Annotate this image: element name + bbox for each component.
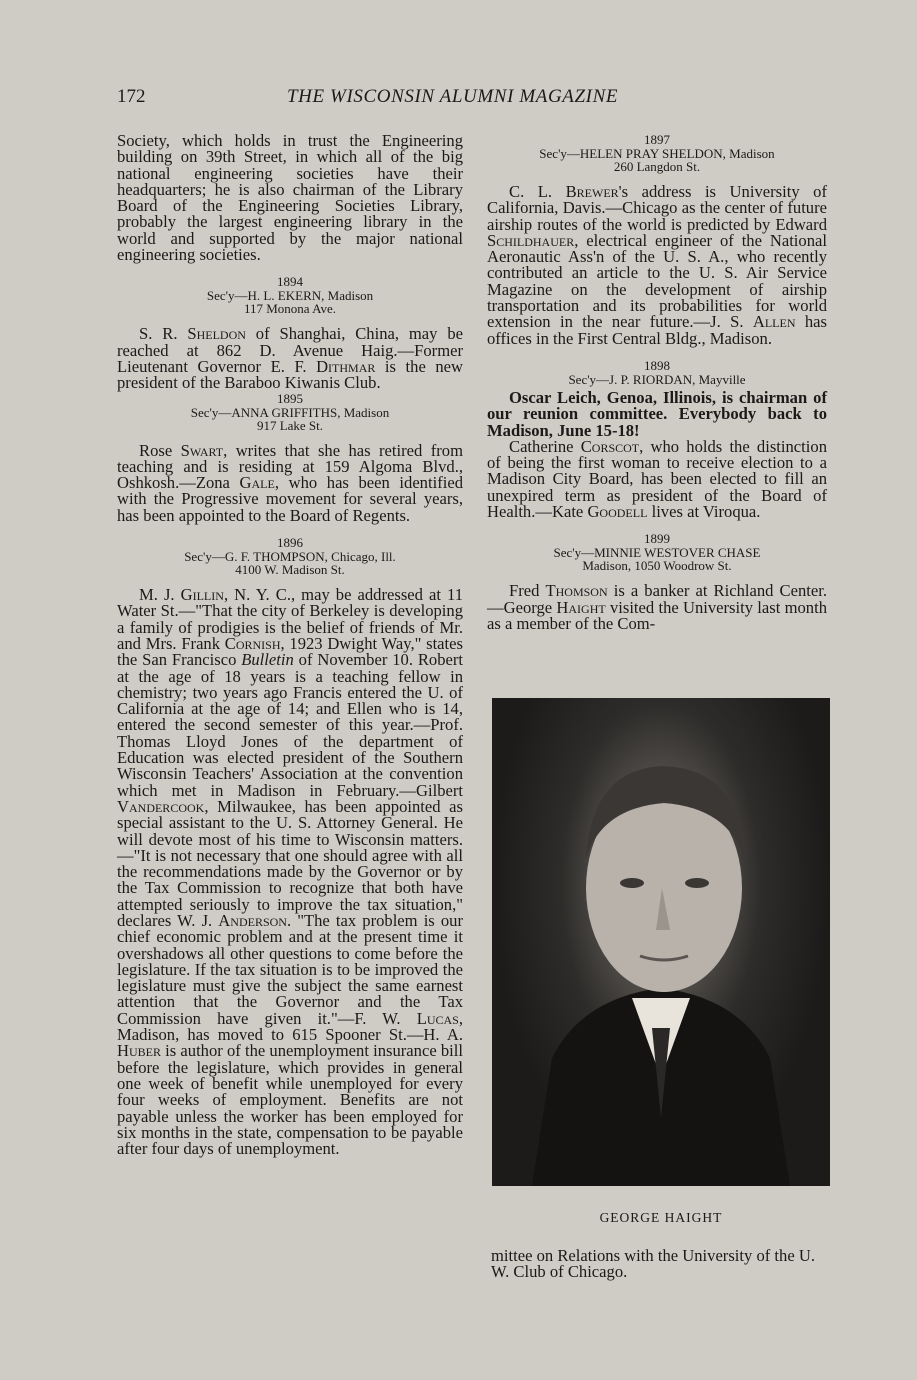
portrait-illustration [492,698,830,1186]
class-year-1894: 1894 [277,274,303,290]
class-year-1898: 1898 [644,357,670,373]
page-header [117,86,662,112]
notes-1898: Catherine Corscot, who holds the distinction of being the first woman to receive election to a Madison City Board, has been elected to fill an unexpired term as president of the Board of Health.—Kate Goodell lives at Viroqua. [487,436,827,522]
secretary-1895 [117,406,463,432]
notes-1899: Fred Thomson is a banker at Richland Center.—George Haight visited the University last month as a member of the Com- [487,581,827,633]
notes-1897: C. L. Brewer's address is University of California, Davis.—Chicago as the center of future airship routes of the world is predicted by Edward Schildhauer, electrical engineer of the National Aeronautic Ass'n of the U. S. A., who recently contributed an article to the U. S. Air Service Magazine on the development of airship transportation and its probabilities for world extension in the near future.—J. S. Allen has offices in the First Central Bldg., Madison. [487,182,827,348]
class-year-1897: 1897 [644,132,670,147]
secretary-1896 [117,550,463,576]
secretary-1899 [487,546,827,572]
secretary-address: 917 Lake St. [256,417,324,433]
secretary-line: Sec'y—H. L. EKERN, Madison [206,288,374,304]
tail-text: mittee on Relations with the University of the U. W. Club of Chicago. [491,1246,815,1282]
notes-1894: S. R. Sheldon of Shanghai, China, may be reached at 862 D. Avenue Haig.—Former Lieutenant Governor E. F. Dithmar is the new president of the Baraboo Kiwanis Club. [117,324,464,393]
secretary-address: 260 Langdon St. [613,159,701,174]
notes-1896: M. J. Gillin, N. Y. C., may be addressed at 11 Water St.—"That the city of Berkeley is developing a family of prodigies is the belief of friends of Mr. and Mrs. Frank Cornish, 1923 Dwight Way," states the San Francisco Bulletin of November 10. Robert at the age of 18 years is a teaching fellow in chemistry; two years ago Francis entered the U. of California at the age of 14; and Ellen who is 14, entered the second semester of this year.—Prof. Thomas Lloyd Jones of the department of Education was elected president of the Southern Wisconsin Teachers' Association at the convention which met in Madison in February.—Gilbert Vandercook, Milwaukee, has been appointed as special assistant to the U. S. Attorney General. He will devote most of his time to Wisconsin matters.—"It is not necessary that one should agree with all the recommendations made by the Governor or by the Tax Commission to recognize that both have attempted seriously to improve the tax situation," declares W. J. Anderson. "The tax problem is our chief economic problem and at the present time it overshadows all other questions to come before the legislature. If the tax situation is to be improved the legislature must give the subject the same earnest attention that the Governor and the Tax Commission have given it."—F. W. Lucas, Madison, has moved to 615 Spooner St.—H. A. Huber is author of the unemployment insurance bill before the legislature, which provides in general one week of benefit while unemployed for every four weeks of employment. Benefits are not payable unless the worker has been employed for six months in the state, compensation to be payable after four days of unemployment. [117,585,463,1159]
secretary-1894 [117,289,463,315]
secretary-line: Sec'y—J. P. RIORDAN, Mayville [568,371,746,387]
secretary-1897 [487,147,827,173]
secretary-address: Madison, 1050 Woodrow St. [582,558,732,574]
secretary-address: 4100 W. Madison St. [235,562,345,578]
secretary-1898 [487,373,827,386]
secretary-line: Sec'y—MINNIE WESTOVER CHASE [553,545,761,561]
right-column [487,133,827,632]
secretary-address: 117 Monona Ave. [243,301,337,317]
left-column [117,133,463,1157]
class-year-1896: 1896 [277,535,303,551]
page-number: 172 [117,86,146,107]
secretary-line: Sec'y—ANNA GRIFFITHS, Madison [190,404,390,420]
notes-1895: Rose Swart, writes that she has retired from teaching and is residing at 159 Algoma Blvd., Oshkosh.—Zona Gale, who has been identified with the Progressive movement for several years, has been appointed to the Board of Regents. [117,440,463,525]
reunion-notice: Oscar Leich, Genoa, Illinois, is chairman of our reunion committee. Everybody back to Madison, June 15-18! [487,387,827,440]
secretary-line: Sec'y—G. F. THOMPSON, Chicago, Ill. [184,549,396,565]
intro-paragraph: Society, which holds in trust the Engineering building on 39th Street, in which all of the big national engineering societies have their headquarters; he is also chairman of the Library Board of the Engineering Societies Library, probably the largest engineering library in the world and supported by the major national engineering societies. [117,131,463,265]
continued-paragraph [491,1248,831,1281]
photo-caption: GEORGE HAIGHT [599,1210,723,1225]
magazine-title: THE WISCONSIN ALUMNI MAGAZINE [287,86,619,107]
portrait-photo [492,698,830,1186]
secretary-line: Sec'y—HELEN PRAY SHELDON, Madison [539,146,775,161]
class-year-1895: 1895 [277,390,303,406]
class-year-1899: 1899 [644,531,670,547]
